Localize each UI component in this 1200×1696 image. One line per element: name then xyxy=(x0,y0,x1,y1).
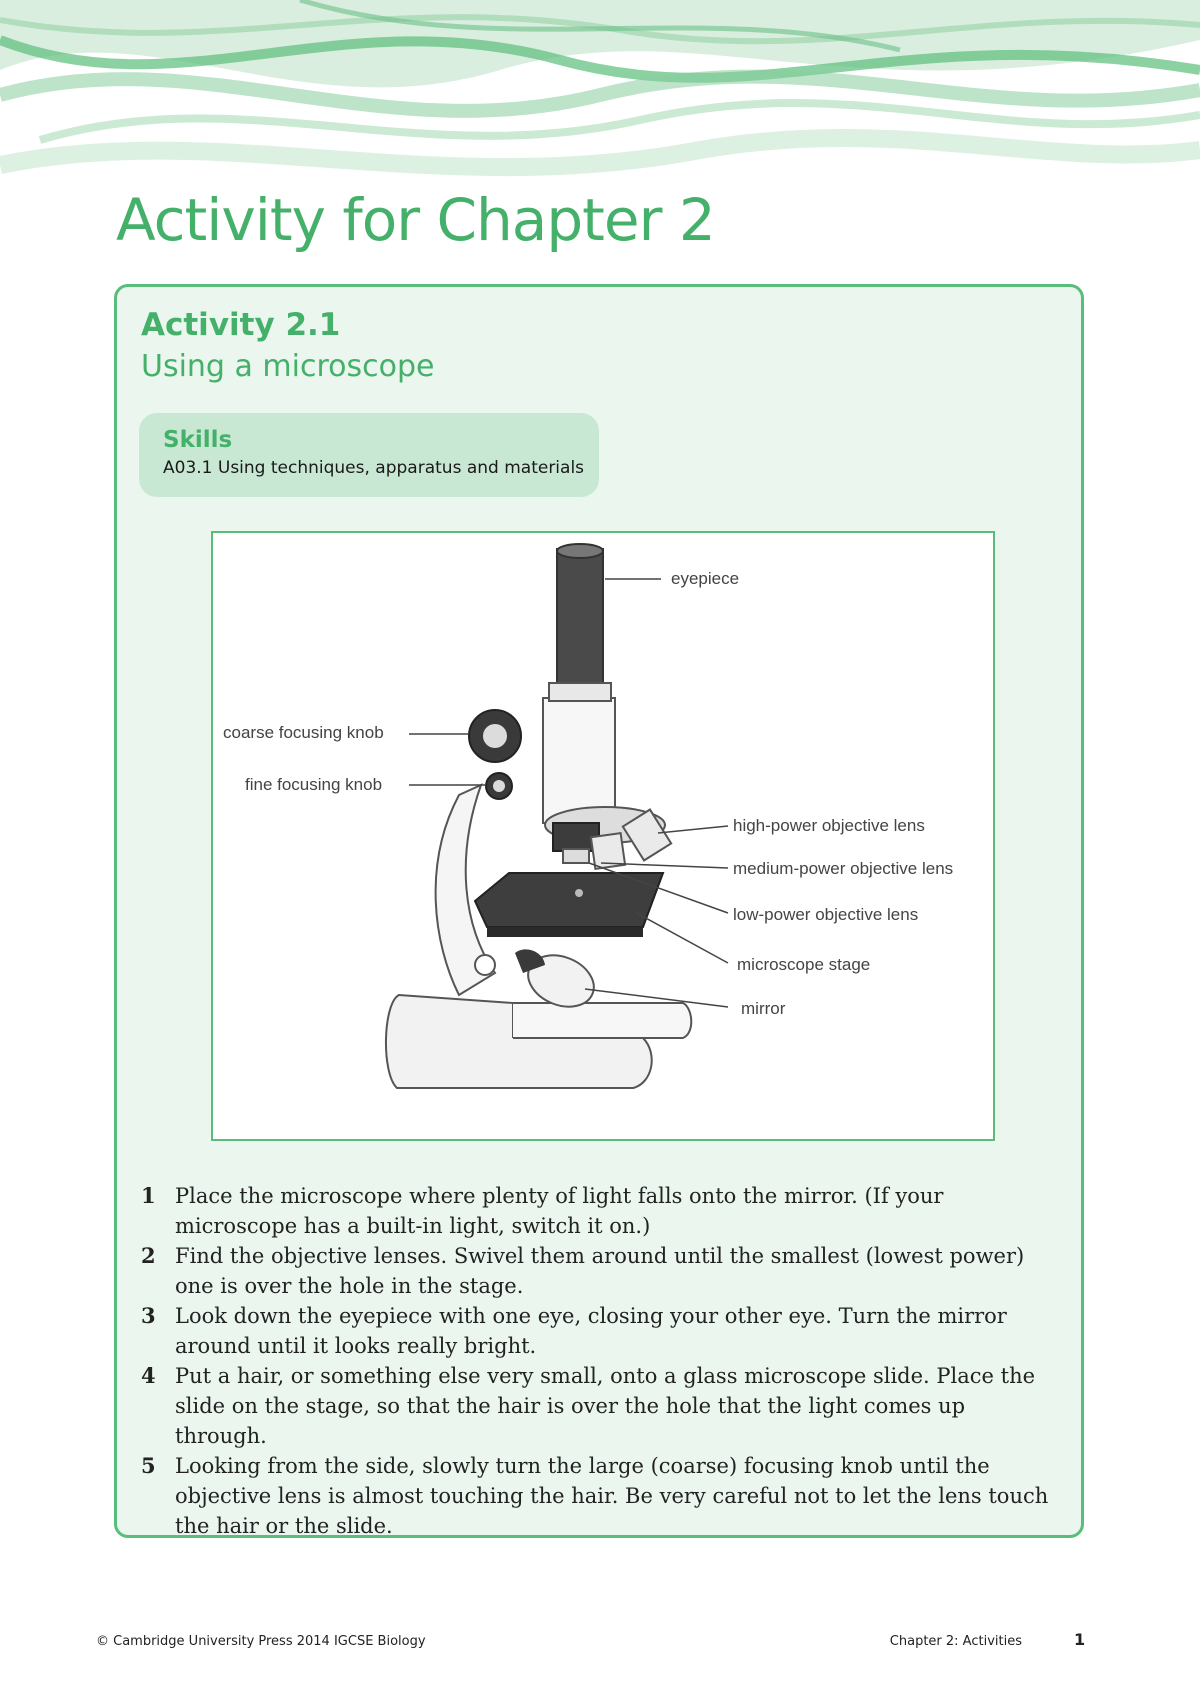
page-title: Activity for Chapter 2 xyxy=(116,186,715,254)
step-number: 1 xyxy=(141,1183,156,1208)
footer-copyright: © Cambridge University Press 2014 IGCSE Biology xyxy=(96,1634,426,1649)
list-item xyxy=(141,1241,1061,1301)
label-coarse-focusing-knob: coarse focusing knob xyxy=(223,723,384,742)
step-text: Find the objective lenses. Swivel them around until the smallest (lowest power) one is over the hole in the stage. xyxy=(175,1244,1025,1298)
label-low-power-objective-lens: low-power objective lens xyxy=(733,905,919,924)
label-eyepiece: eyepiece xyxy=(671,569,740,588)
step-number: 4 xyxy=(141,1363,156,1388)
label-high-power-objective-lens: high-power objective lens xyxy=(733,816,925,835)
list-item xyxy=(141,1181,1061,1241)
skills-text: A03.1 Using techniques, apparatus and materials xyxy=(163,458,585,478)
footer-chapter: Chapter 2: Activities xyxy=(889,1634,1022,1649)
list-item xyxy=(141,1451,1061,1541)
label-mirror: mirror xyxy=(741,999,786,1018)
instruction-steps xyxy=(141,1181,1061,1541)
skills-heading: Skills xyxy=(163,427,233,453)
list-item xyxy=(141,1361,1061,1451)
label-microscope-stage: microscope stage xyxy=(737,955,871,974)
step-text: Put a hair, or something else very small, onto a glass microscope slide. Place the slide on the stage, so that the hair is over the hole that the light comes up through. xyxy=(175,1364,1036,1448)
activity-number: Activity 2.1 xyxy=(141,307,341,343)
activity-subtitle: Using a microscope xyxy=(141,349,435,384)
step-number: 2 xyxy=(141,1243,156,1268)
microscope-illustration xyxy=(213,533,993,1139)
step-text: Looking from the side, slowly turn the large (coarse) focusing knob until the objective lens is almost touching the hair. Be very careful not to let the lens touch the hair or the slide. xyxy=(175,1454,1049,1538)
list-item xyxy=(141,1301,1061,1361)
activity-box xyxy=(114,284,1084,1538)
step-text: Place the microscope where plenty of light falls onto the mirror. (If your microscope has a built-in light, switch it on.) xyxy=(175,1184,944,1238)
label-medium-power-objective-lens: medium-power objective lens xyxy=(733,859,954,878)
page-number: 1 xyxy=(1074,1630,1086,1649)
microscope-figure xyxy=(211,531,995,1141)
step-text: Look down the eyepiece with one eye, closing your other eye. Turn the mirror around until it looks really bright. xyxy=(175,1304,1007,1358)
step-number: 3 xyxy=(141,1303,156,1328)
skills-box xyxy=(139,413,599,497)
label-fine-focusing-knob: fine focusing knob xyxy=(245,775,383,794)
step-number: 5 xyxy=(141,1453,156,1478)
